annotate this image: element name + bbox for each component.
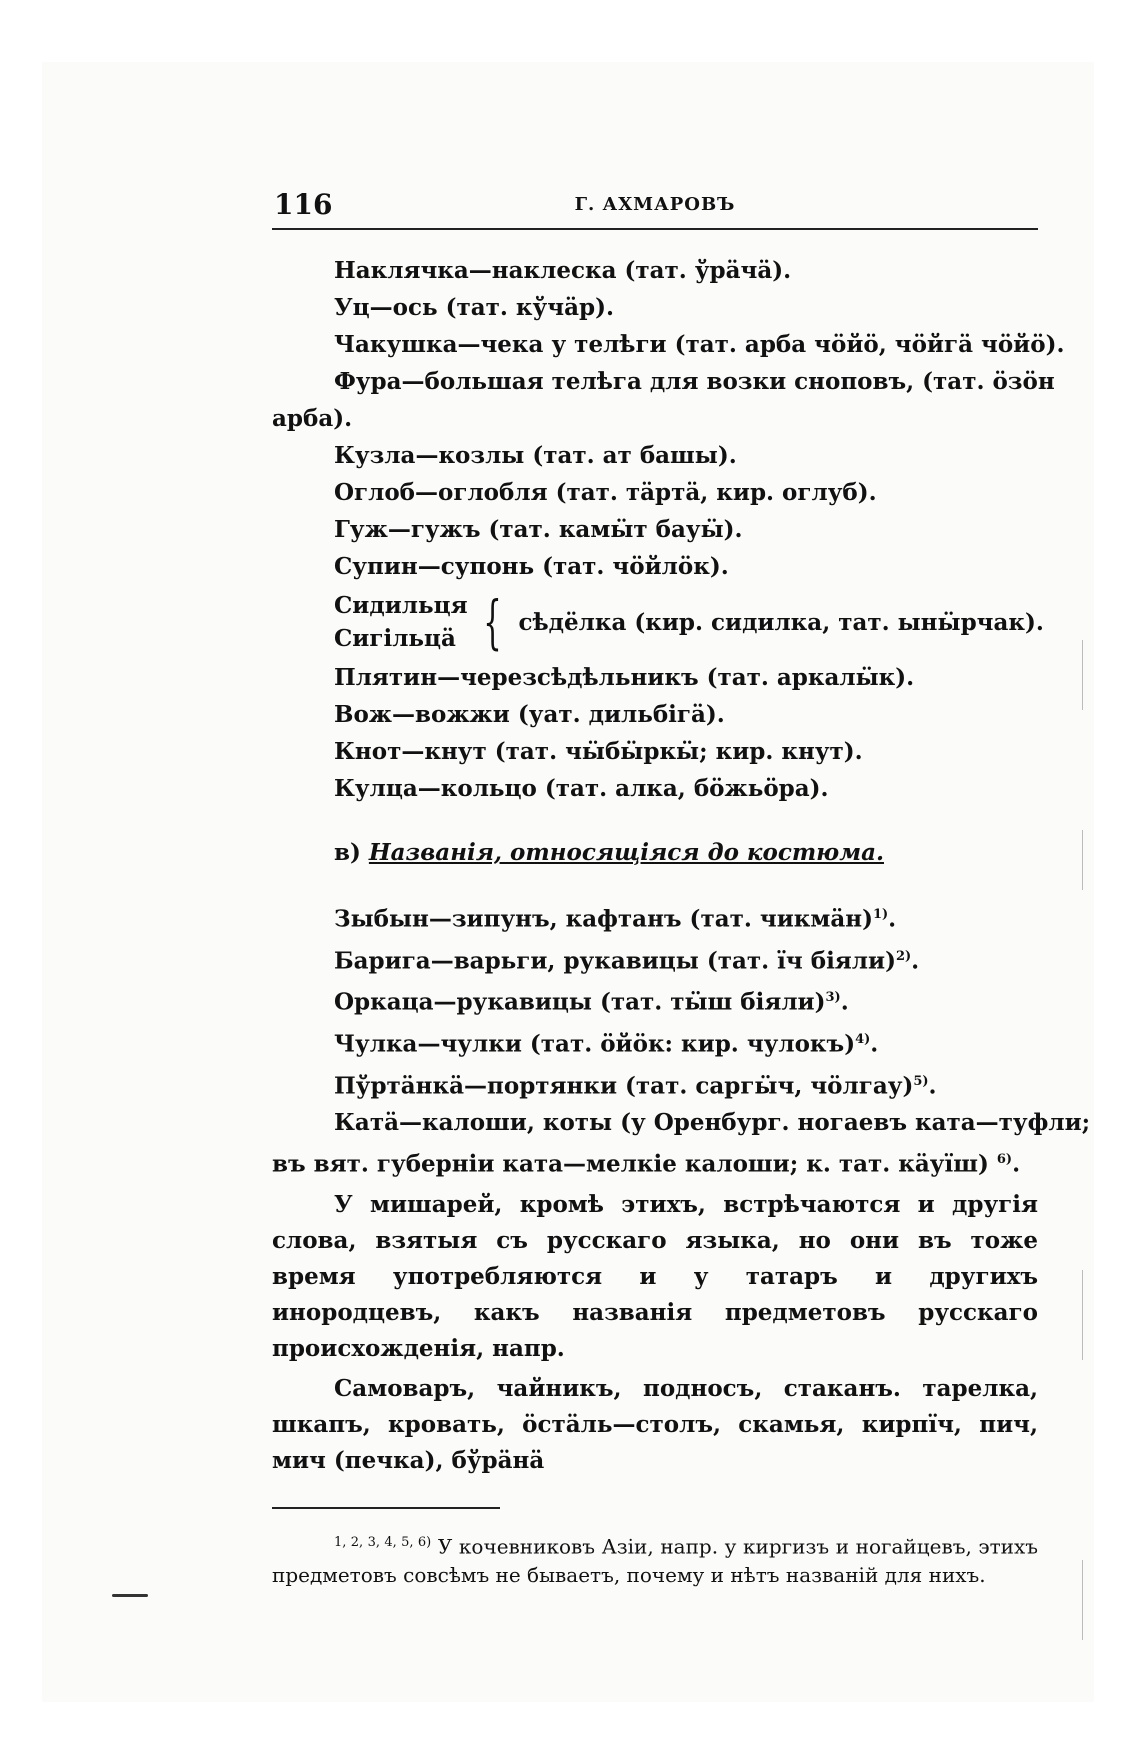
glossary-entry-continuation: арба). [272,405,353,432]
footnote-text: У кочевниковъ Азіи, напр. у киргизъ и ногайцевъ, этихъ предметовъ совсѣмъ не бываетъ, почему и нѣтъ названій для нихъ. [272,1534,1039,1587]
footnote-marks: 1, 2, 3, 4, 5, 6) [334,1534,432,1550]
glossary-entry: Наклячка—наклеска (тат. ўрӓчӓ). [334,257,792,284]
saddle-word: Сигільцӓ [334,625,456,652]
footnote-ref: 3) [825,990,841,1006]
glossary-costume [272,896,1091,1183]
glossary-entry: Плятин—черезсѣдѣльникъ (тат. аркалӹк). [334,664,915,691]
glossary-entry: Пўртӓнкӓ—портянки (тат. саргӹч, чӧлгау)$^{5)}$. [334,1072,937,1100]
saddle-words [334,589,468,655]
footnote-ref: 6) [996,1152,1013,1168]
glossary-entry: Супин—супонь (тат. чӧйлӧк). [334,553,729,580]
glossary-entry: Чулка—чулки (тат. ӧйӧк: кир. чулокъ)$^{4)}$. [334,1030,879,1058]
scan-dash-mark [112,1594,148,1597]
glossary-entry: Зыбын—зипунъ, кафтанъ (тат. чикмӓн)$^{1)}$. [334,905,897,933]
running-head: Г. АХМАРОВЪ [574,194,736,215]
glossary-entry: Оркаца—рукавицы (тат. тӹш біяли)$^{3)}$. [334,988,849,1016]
body-paragraph: Самоваръ, чайникъ, подносъ, стаканъ. тарелка, шкапъ, кровать, ӧстӓль—столъ, скамья, кирпїч, пич, мич (печка), бўрӓнӓ [272,1374,1038,1474]
brace-symbol: { [482,588,502,656]
glossary-entry: Кузла—козлы (тат. ат башы). [334,442,737,469]
page-number: 116 [274,188,333,221]
saddle-entry [272,585,1044,659]
glossary-entry: Чакушка—чека у телѣги (тат. арба чӧйӧ, чӧйгӓ чӧйӧ). [334,331,1065,358]
scan-edge-mark [1082,640,1083,710]
scan-edge-mark [1082,1560,1083,1640]
footnote-ref: 4) [855,1031,871,1047]
glossary-entry: Оглоб—оглобля (тат. тӓртӓ, кир. оглуб). [334,479,877,506]
body-paragraph: У мишарей, кромѣ этихъ, встрѣчаются и другія слова, взятыя съ русскаго языка, но они въ тоже время употребляются и у татаръ и другихъ инородцевъ, какъ названія предметовъ русскаго происхожденія, напр. [272,1190,1038,1362]
footnote-ref: 2) [895,948,912,964]
glossary-entry: Кнот—кнут (тат. чӹбӹркӹ; кир. кнут). [334,738,863,765]
scan-edge-mark [1082,1270,1083,1360]
glossary-harness [272,252,1065,807]
saddle-definition: сѣдёлка (кир. сидилка, тат. ынӹрчак). [518,608,1044,636]
glossary-entry: Гуж—гужъ (тат. камӹт бауӹ). [334,516,743,543]
section-marker: в) [334,839,361,866]
section-heading [272,839,1038,866]
glossary-entry-continuation: въ вят. губерніи ката—мелкіе калоши; к. тат. кӓуїш) $^{6)}$. [272,1150,1021,1178]
glossary-entry: Катӓ—калоши, коты (у Оренбург. ногаевъ ката—туфли; [334,1109,1091,1137]
glossary-entry: Вож—вожжи (уат. дильбігӓ). [334,701,725,728]
page-header [272,188,1038,230]
saddle-word: Сидильця [334,592,468,619]
footnote-ref: 1) [872,907,889,922]
glossary-entry: Барига—варьги, рукавицы (тат. їч біяли)$^{2)}$. [334,947,920,975]
glossary-entry: Кулца—кольцо (тат. алка, бӧжьӧра). [334,775,829,802]
glossary-entry: Фура—большая телѣга для возки сноповъ, (тат. ӧзӧн [334,368,1055,395]
footnote-ref: 5) [913,1073,929,1089]
footnote [272,1529,1038,1589]
glossary-entry: Уц—ось (тат. кўчӓр). [334,294,614,321]
scan-edge-mark [1082,830,1083,890]
footnote-divider [272,1507,500,1509]
page-content [272,188,1091,1589]
section-title: Названія, относящіяся до костюма. [368,839,884,866]
